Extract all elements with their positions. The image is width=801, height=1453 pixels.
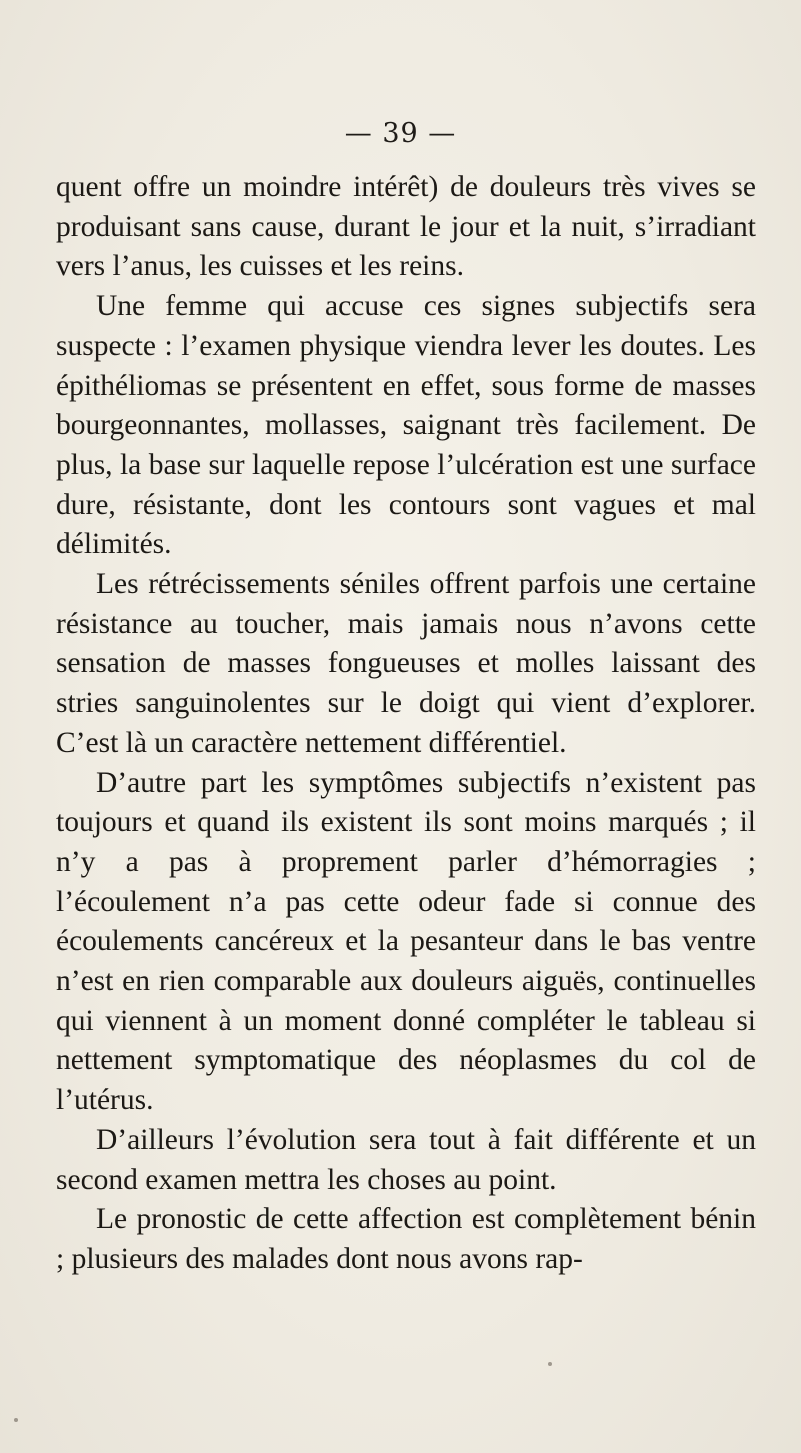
paragraph-1: quent offre un moindre intérêt) de douleurs très vives se produisant sans cause, durant le jour et la nuit, s’irradiant vers l’anus, les cuisses et les reins. <box>56 171 756 283</box>
page-number: — 39 — <box>344 118 457 149</box>
paragraph-2: Une femme qui accuse ces signes subjectifs sera suspecte : l’examen physique viendra lever les doutes. Les épithéliomas se présentent en effet, sous forme de masses bourgeonnantes, mollasses, saignant très facilement. De plus, la base sur laquelle repose l’ulcération est une surface dure, résistante, dont les contours sont vagues et mal délimités. <box>56 290 756 561</box>
paragraph-4: D’autre part les symptômes subjectifs n’existent pas toujours et quand ils existent ils sont moins marqués ; il n’y a pas à proprement parler d’hémorragies ; l’écoulement n’a pas cette odeur fade si connue des écoulements cancéreux et la pesanteur dans le bas ventre n’est en rien comparable aux douleurs aiguës, continuelles qui viennent à un moment donné compléter le tableau si nettement symptomatique des néoplasmes du col de l’utérus. <box>56 766 756 1117</box>
paragraph-3: Les rétrécissements séniles offrent parfois une certaine résistance au toucher, mais jamais nous n’avons cette sensation de masses fongueuses et molles laissant des stries sanguinolentes sur le doigt qui vient d’explorer. C’est là un caractère nettement différentiel. <box>56 568 756 759</box>
paragraph-5: D’ailleurs l’évolution sera tout à fait différente et un second examen mettra les choses au point. <box>56 1123 756 1196</box>
paper-speck <box>14 1418 18 1422</box>
paper-speck <box>548 1362 552 1366</box>
paragraph-6: Le pronostic de cette affection est complètement bénin ; plusieurs des malades dont nous avons rap- <box>56 1203 756 1275</box>
body-text <box>56 168 756 1280</box>
